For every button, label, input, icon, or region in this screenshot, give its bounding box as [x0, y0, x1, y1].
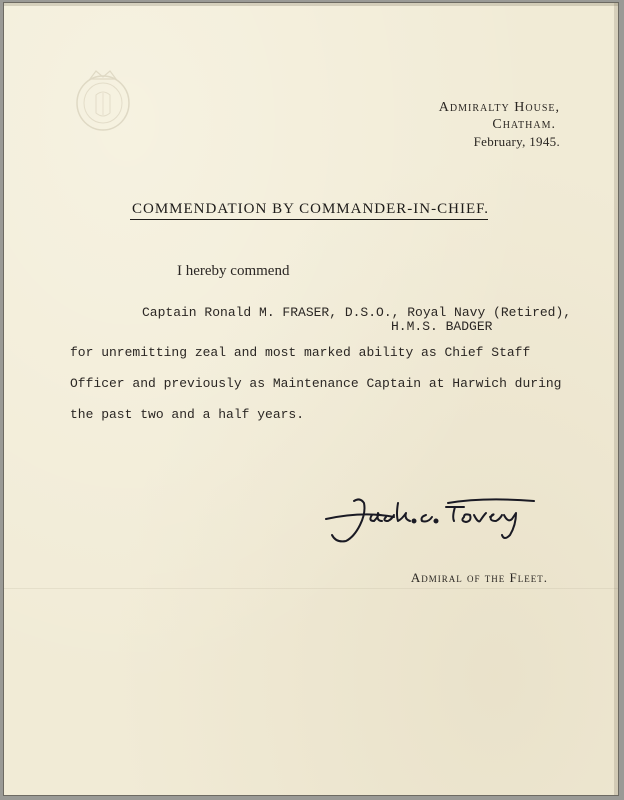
address-line-1: Admiralty House, — [438, 100, 560, 115]
page-edge-shadow — [4, 3, 618, 6]
recipient-ship: H.M.S. BADGER — [391, 319, 493, 334]
title-underline — [130, 219, 488, 220]
commend-intro: I hereby commend — [177, 263, 290, 279]
letter-page — [3, 2, 619, 796]
citation-line: the past two and a half years. — [70, 407, 305, 422]
address-line-2: Chatham. — [492, 117, 556, 132]
handwritten-signature-icon — [324, 491, 542, 551]
page-title: COMMENDATION BY COMMANDER-IN-CHIEF. — [132, 201, 489, 217]
citation-line: for unremitting zeal and most marked ability as Chief Staff — [70, 345, 531, 360]
letter-date: February, 1945. — [473, 134, 560, 149]
paper-fold — [4, 588, 618, 589]
page-edge-shadow — [614, 3, 618, 795]
sender-address — [439, 99, 560, 150]
recipient-name: Captain Ronald M. FRASER, D.S.O., Royal Navy (Retired), — [142, 305, 572, 320]
embossed-crest-icon — [68, 65, 138, 135]
signatory-rank: Admiral of the Fleet. — [410, 570, 548, 585]
citation-line: Officer and previously as Maintenance Captain at Harwich during — [70, 376, 562, 391]
